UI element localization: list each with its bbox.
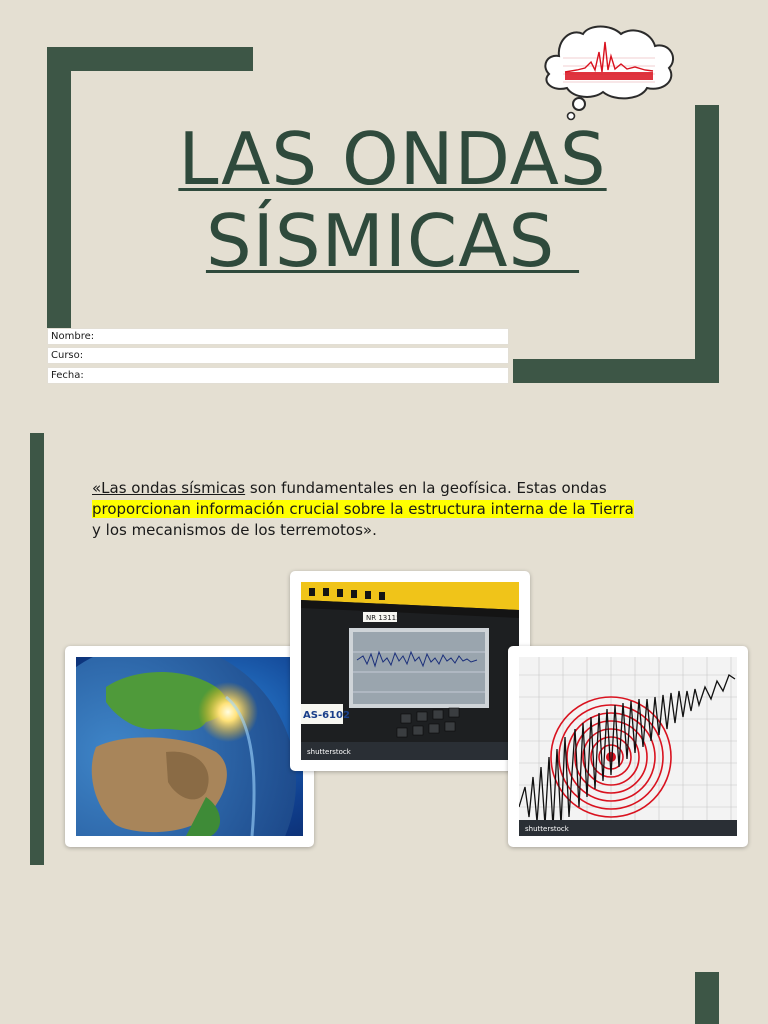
quote-text-1: son fundamentales en la geofísica. Estas ondas [245, 479, 607, 497]
date-label: Fecha: [51, 370, 84, 381]
device-label: NR 13115 [366, 614, 401, 622]
page-title [120, 118, 665, 282]
frame-bottom-right-horizontal [513, 359, 719, 383]
seismogram-image [519, 657, 737, 836]
quote-highlight: proporcionan información crucial sobre la estructura interna de la Tierra [92, 500, 634, 518]
title-line-1: LAS ONDAS [178, 117, 607, 201]
seismograph-thought-cloud-icon [537, 22, 679, 122]
course-label: Curso: [51, 350, 84, 361]
course-field[interactable] [47, 347, 509, 364]
seismograph-device-image [301, 582, 519, 760]
watermark-seismogram: shutterstock [525, 825, 569, 833]
left-accent-bar [30, 433, 44, 865]
intro-quote [92, 478, 692, 541]
bottom-right-accent-bar [695, 972, 719, 1024]
earth-image [76, 657, 303, 836]
watermark-device: shutterstock [307, 748, 351, 756]
frame-top-left-vertical [47, 47, 71, 329]
date-field[interactable] [47, 367, 509, 384]
frame-right-vertical [695, 105, 719, 383]
panel-label: AS-6102 [303, 710, 350, 721]
earth-photo [65, 646, 314, 847]
frame-top-left-horizontal [47, 47, 253, 71]
seismogram-photo [508, 646, 748, 847]
quote-link[interactable]: «Las ondas sísmicas [92, 479, 246, 497]
seismograph-device-photo [290, 571, 530, 771]
name-label: Nombre: [51, 331, 95, 342]
quote-text-2: y los mecanismos de los terremotos». [92, 521, 377, 539]
name-field[interactable] [47, 328, 509, 345]
title-line-2: SÍSMICAS [205, 199, 580, 283]
